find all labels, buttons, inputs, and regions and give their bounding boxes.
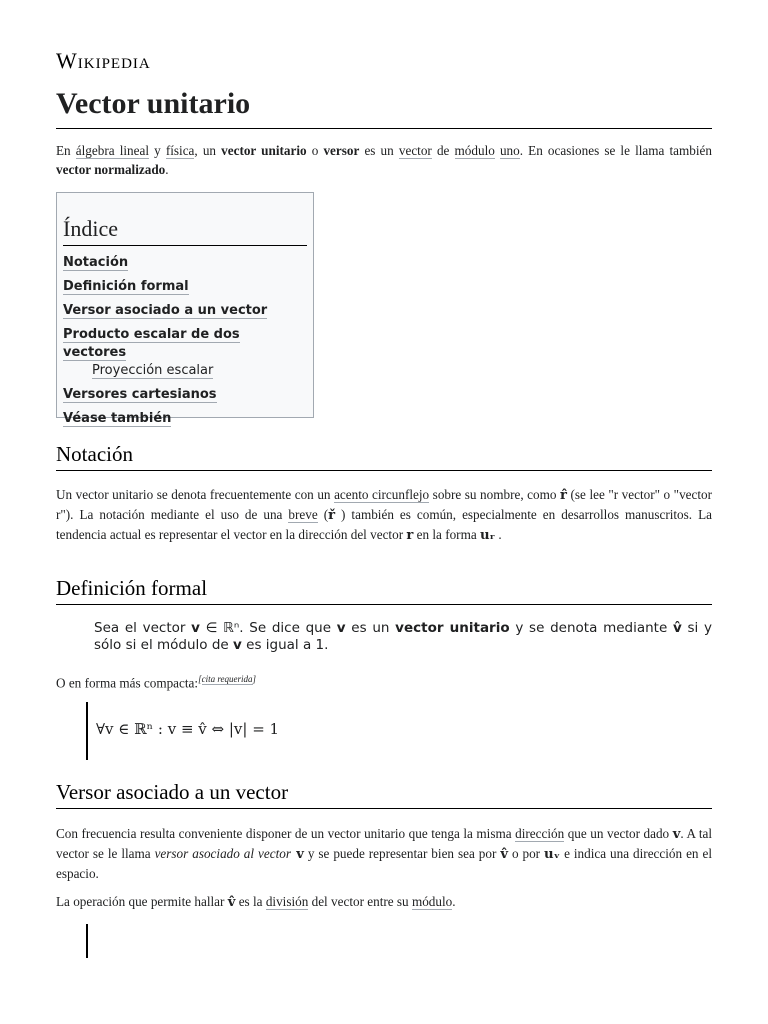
math-symbol: v (336, 620, 346, 636)
math-symbol: uᵣ (479, 528, 496, 543)
link-algebra-lineal[interactable]: álgebra lineal (75, 143, 149, 158)
section-heading-definicion: Definición formal (56, 574, 712, 605)
text: o por (507, 846, 545, 861)
text: y se denota mediante (509, 620, 673, 636)
toc-item-producto[interactable] (63, 326, 307, 362)
bold-term: vector unitario (221, 143, 307, 158)
text: es igual a 1. (241, 637, 329, 653)
math-symbol: v (672, 827, 681, 842)
text: O en forma más compacta: (56, 675, 199, 691)
compact-form-line (56, 670, 712, 692)
text: En (56, 143, 76, 158)
bracket: [ (198, 674, 202, 684)
versor-paragraph-2 (56, 892, 712, 912)
bold-term: vector normalizado (56, 162, 166, 177)
text: e indica una dirección en el espacio. (56, 846, 712, 881)
text: del vector entre su (308, 894, 412, 909)
link-breve[interactable]: breve (288, 507, 318, 522)
bold-term: vector unitario (395, 620, 510, 636)
text: . Se dice que (239, 620, 337, 636)
text: ) también es común, especialmente en desarrollos manuscritos. La tendencia actual es representar el vector en la dirección del vector (56, 507, 712, 542)
toc-item-notacion[interactable] (63, 254, 307, 272)
toc-item-label: Notación (63, 255, 129, 270)
math-symbol: v (191, 620, 200, 636)
bracket: ] (252, 674, 257, 684)
link-vector[interactable]: vector (398, 143, 432, 158)
toc-item-label: Versores cartesianos (63, 387, 217, 402)
text: y (149, 143, 166, 158)
toc-item-cartesianos[interactable] (63, 386, 307, 404)
definicion-paragraph (94, 620, 712, 654)
toc-subitem-proyeccion[interactable] (92, 362, 307, 380)
wikipedia-wordmark[interactable]: Wikipedia (56, 48, 151, 73)
math-symbol: v̂ (227, 895, 236, 910)
link-division[interactable]: división (265, 894, 309, 909)
toc-item-label: Proyección escalar (92, 363, 214, 378)
toc-title: Índice (63, 215, 307, 246)
toc-item-versor[interactable] (63, 302, 307, 320)
math-symbol: v̂ (672, 620, 682, 636)
text: y se puede representar bien sea por (303, 846, 501, 861)
formula-indent-bar (86, 702, 88, 760)
toc-item-label: Versor asociado a un vector (63, 303, 268, 318)
intro-paragraph (56, 141, 712, 179)
math-symbol: ř (328, 508, 336, 523)
math-symbol: r̂ (560, 488, 567, 503)
math-symbol: ∈ ℝⁿ (199, 620, 240, 636)
citation-needed[interactable] (198, 674, 256, 685)
math-symbol: r (406, 528, 414, 543)
link-modulo-2[interactable]: módulo (411, 894, 453, 909)
table-of-contents (56, 192, 314, 426)
text: ( (317, 507, 329, 522)
text: Un vector unitario se denota frecuentemente con un (56, 487, 335, 502)
text: es un (359, 143, 399, 158)
section-heading-notacion: Notación (56, 440, 712, 471)
text: . (452, 894, 456, 909)
text: . A tal vector se le llama (56, 826, 713, 861)
notacion-paragraph (56, 485, 712, 545)
text: que un vector dado (564, 826, 673, 841)
math-symbol: v (290, 847, 304, 862)
text: , un (194, 143, 222, 158)
toc-item-vease[interactable] (63, 410, 307, 428)
text: en la forma (413, 527, 480, 542)
text: si y sólo si el módulo de (94, 620, 712, 653)
formula-indent-bar (86, 924, 88, 958)
unit-vector-formula: ∀v ∈ ℝⁿ : v ≡ v̂ ⇔ |v| = 1 (96, 720, 280, 738)
italic-term: versor asociado al vector (154, 846, 291, 861)
text: es un (345, 620, 396, 636)
text: . (165, 162, 169, 177)
text: es la (235, 894, 266, 909)
link-fisica[interactable]: física (165, 143, 195, 158)
text: de (431, 143, 455, 158)
toc-item-label: Producto escalar de dos vectores (63, 327, 240, 360)
link-acento-circunflejo[interactable]: acento circunflejo (334, 487, 430, 502)
page-title: Vector unitario (56, 84, 712, 129)
toc-item-label: Definición formal (63, 279, 189, 294)
toc-item-label: Véase también (63, 411, 172, 426)
math-symbol: v̂ (500, 847, 508, 862)
link-uno[interactable]: uno (499, 143, 520, 158)
link-modulo[interactable]: módulo (454, 143, 495, 158)
text: Con frecuencia resulta conveniente disponer de un vector unitario que tenga la misma (56, 826, 516, 841)
text: o (306, 143, 324, 158)
text: sobre su nombre, como (429, 487, 561, 502)
section-heading-versor: Versor asociado a un vector (56, 778, 712, 809)
versor-paragraph-1 (56, 824, 712, 883)
text: (se lee "r vector" o "vector r"). La notación mediante el uso de una (56, 487, 713, 522)
math-symbol: uᵥ (544, 847, 561, 862)
text: . (495, 527, 502, 542)
math-symbol: v (233, 637, 242, 653)
citation-label: cita requerida (201, 674, 253, 684)
toc-item-definicion[interactable] (63, 278, 307, 296)
text: La operación que permite hallar (56, 894, 228, 909)
bold-term: versor (323, 143, 360, 158)
text: Sea el vector (94, 620, 192, 636)
link-direccion[interactable]: dirección (515, 826, 565, 841)
text: . En ocasiones se le llama también (519, 143, 712, 158)
